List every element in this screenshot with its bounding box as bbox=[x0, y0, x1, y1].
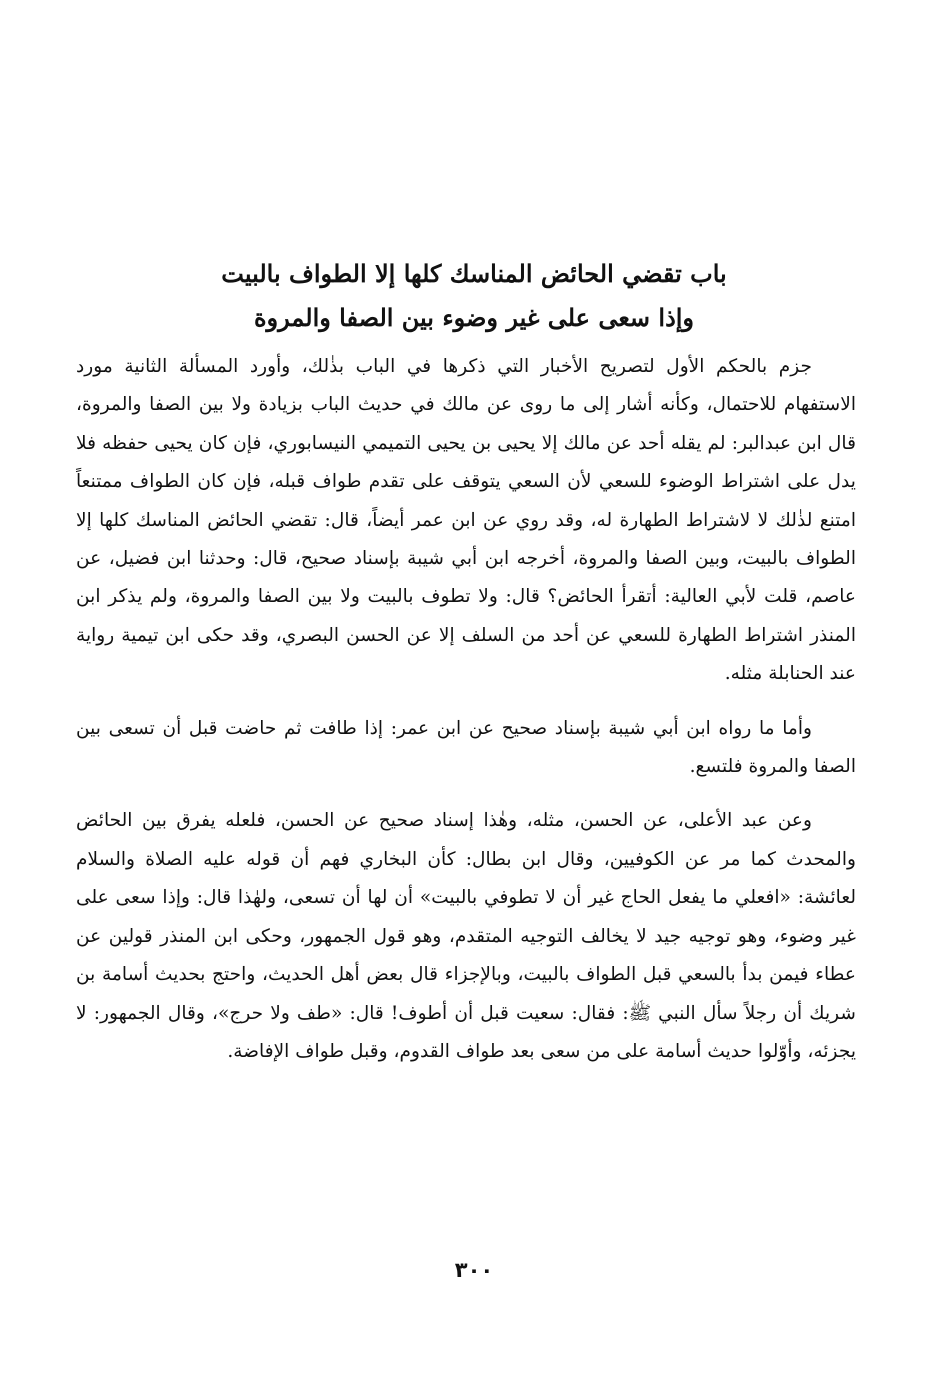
paragraph-1: جزم بالحكم الأول لتصريح الأخبار التي ذكرها في الباب بذٰلك، وأورد المسألة الثانية مورد الاستفهام للاحتمال، وكأنه أشار إلى ما روى عن مالك في حديث الباب بزيادة ولا بين الصفا والمروة، قال ابن عبدالبر: لم يقله أحد عن مالك إلا يحيى بن يحيى التميمي النيسابوري، فإن كان يحيى حفظه فلا يدل على اشتراط الوضوء للسعي لأن السعي يتوقف على تقدم طواف قبله، فإن كان الطواف ممتنعاً امتنع لذٰلك لا لاشتراط الطهارة له، وقد روي عن ابن عمر أيضاً، قال: تقضي الحائض المناسك كلها إلا الطواف بالبيت، وبين الصفا والمروة، أخرجه ابن أبي شيبة بإسناد صحيح، قال: وحدثنا ابن فضيل، عن عاصم، قلت لأبي العالية: أتقرأ الحائض؟ قال: ولا تطوف بالبيت ولا بين الصفا والمروة، ولم يذكر ابن المنذر اشتراط الطهارة للسعي عن أحد من السلف إلا عن الحسن البصري، وقد حكى ابن تيمية رواية عند الحنابلة مثله. bbox=[76, 356, 856, 685]
chapter-title-line-1: باب تقضي الحائض المناسك كلها إلا الطواف بالبيت bbox=[221, 259, 727, 288]
paragraph-3: وعن عبد الأعلى، عن الحسن، مثله، وهٰذا إسناد صحيح عن الحسن، فلعله يفرق بين الحائض والمحدث كما مر عن الكوفيين، وقال ابن بطال: كأن البخاري فهم أن قوله عليه الصلاة والسلام لعائشة: «افعلي ما يفعل الحاج غير أن لا تطوفي بالبيت» أن لها أن تسعى، ولهٰذا قال: وإذا سعى على غير وضوء، وهو توجيه جيد لا يخالف التوجيه المتقدم، وهو قول الجمهور، وحكى ابن المنذر قولين عن عطاء فيمن بدأ بالسعي قبل الطواف بالبيت، وبالإجزاء قال بعض أهل الحديث، واحتج بحديث أسامة بن شريك أن رجلاً سأل النبي ﷺ: فقال: سعيت قبل أن أطوف! قال: «طف ولا حرج»، وقال الجمهور: لا يجزئه، وأوّلوا حديث أسامة على من سعى بعد طواف القدوم، وقبل طواف الإفاضة. bbox=[76, 810, 856, 1062]
page-number: ٣٠٠ bbox=[454, 1258, 494, 1282]
chapter-heading bbox=[120, 252, 828, 340]
body-text bbox=[76, 348, 856, 1071]
paragraph-2: وأما ما رواه ابن أبي شيبة بإسناد صحيح عن ابن عمر: إذا طافت ثم حاضت قبل أن تسعى بين الصفا والمروة فلتسع. bbox=[76, 717, 856, 778]
chapter-title-line-2: وإذا سعى على غير وضوء بين الصفا والمروة bbox=[253, 303, 695, 332]
